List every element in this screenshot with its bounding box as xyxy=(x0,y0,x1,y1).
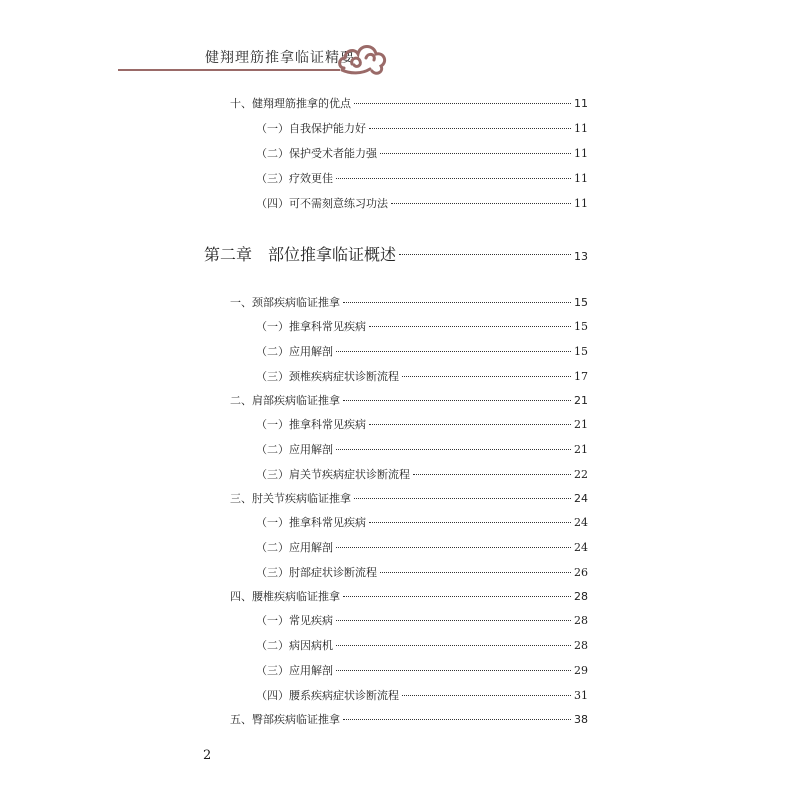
dot-leader xyxy=(380,572,571,573)
page-number: 2 xyxy=(203,748,212,763)
dot-leader xyxy=(380,153,571,154)
dot-leader xyxy=(343,596,571,597)
toc-subitem[interactable]: （一）常见疾病 28 xyxy=(256,614,588,627)
toc-subitem[interactable]: （一）自我保护能力好 11 xyxy=(256,122,588,135)
dot-leader xyxy=(336,670,571,671)
toc-subitem[interactable]: （三）肩关节疾病症状诊断流程 22 xyxy=(256,468,588,481)
toc-subitem[interactable]: （二）应用解剖 24 xyxy=(256,541,588,554)
toc-section-shoulder[interactable]: 二、肩部疾病临证推拿 21 xyxy=(230,394,588,407)
running-header-title: 健翔理筋推拿临证精要 xyxy=(205,50,355,66)
dot-leader xyxy=(369,326,571,327)
dot-leader xyxy=(391,203,571,204)
toc-section-buttock[interactable]: 五、臀部疾病临证推拿 38 xyxy=(230,713,588,726)
dot-leader xyxy=(336,620,571,621)
toc-subitem[interactable]: （三）疗效更佳 11 xyxy=(256,172,588,185)
dot-leader xyxy=(369,128,571,129)
toc-subitem[interactable]: （四）腰系疾病症状诊断流程 31 xyxy=(256,689,588,702)
dot-leader xyxy=(413,474,571,475)
dot-leader xyxy=(336,178,571,179)
toc-subitem[interactable]: （二）应用解剖 21 xyxy=(256,443,588,456)
toc-chapter-2[interactable]: 第二章 部位推拿临证概述 13 xyxy=(204,245,588,264)
dot-leader xyxy=(399,254,571,255)
dot-leader xyxy=(402,376,571,377)
toc-section-elbow[interactable]: 三、肘关节疾病临证推拿 24 xyxy=(230,492,588,505)
dot-leader xyxy=(369,424,571,425)
dot-leader xyxy=(336,547,571,548)
dot-leader xyxy=(343,302,571,303)
toc-subitem[interactable]: （二）病因病机 28 xyxy=(256,639,588,652)
dot-leader xyxy=(336,645,571,646)
toc-subitem[interactable]: （二）应用解剖 15 xyxy=(256,345,588,358)
toc-subitem[interactable]: （一）推拿科常见疾病 21 xyxy=(256,418,588,431)
dot-leader xyxy=(343,400,571,401)
toc-subitem[interactable]: （一）推拿科常见疾病 15 xyxy=(256,320,588,333)
dot-leader xyxy=(354,103,571,104)
toc-subitem[interactable]: （二）保护受术者能力强 11 xyxy=(256,147,588,160)
toc-subitem[interactable]: （一）推拿科常见疾病 24 xyxy=(256,516,588,529)
toc-section-lumbar[interactable]: 四、腰椎疾病临证推拿 28 xyxy=(230,590,588,603)
toc-subitem[interactable]: （三）应用解剖 29 xyxy=(256,664,588,677)
dot-leader xyxy=(402,695,571,696)
dot-leader xyxy=(369,522,571,523)
toc-section-neck[interactable]: 一、颈部疾病临证推拿 15 xyxy=(230,296,588,309)
toc-subitem[interactable]: （三）颈椎疾病症状诊断流程 17 xyxy=(256,370,588,383)
toc-subitem[interactable]: （三）肘部症状诊断流程 26 xyxy=(256,566,588,579)
toc-subitem[interactable]: （四）可不需刻意练习功法 11 xyxy=(256,197,588,210)
dot-leader xyxy=(336,351,571,352)
toc-section-advantages[interactable]: 十、健翔理筋推拿的优点 11 xyxy=(230,97,588,110)
dot-leader xyxy=(343,719,571,720)
dot-leader xyxy=(354,498,571,499)
dot-leader xyxy=(336,449,571,450)
header-rule xyxy=(118,69,340,71)
cloud-ornament-icon xyxy=(336,38,388,78)
